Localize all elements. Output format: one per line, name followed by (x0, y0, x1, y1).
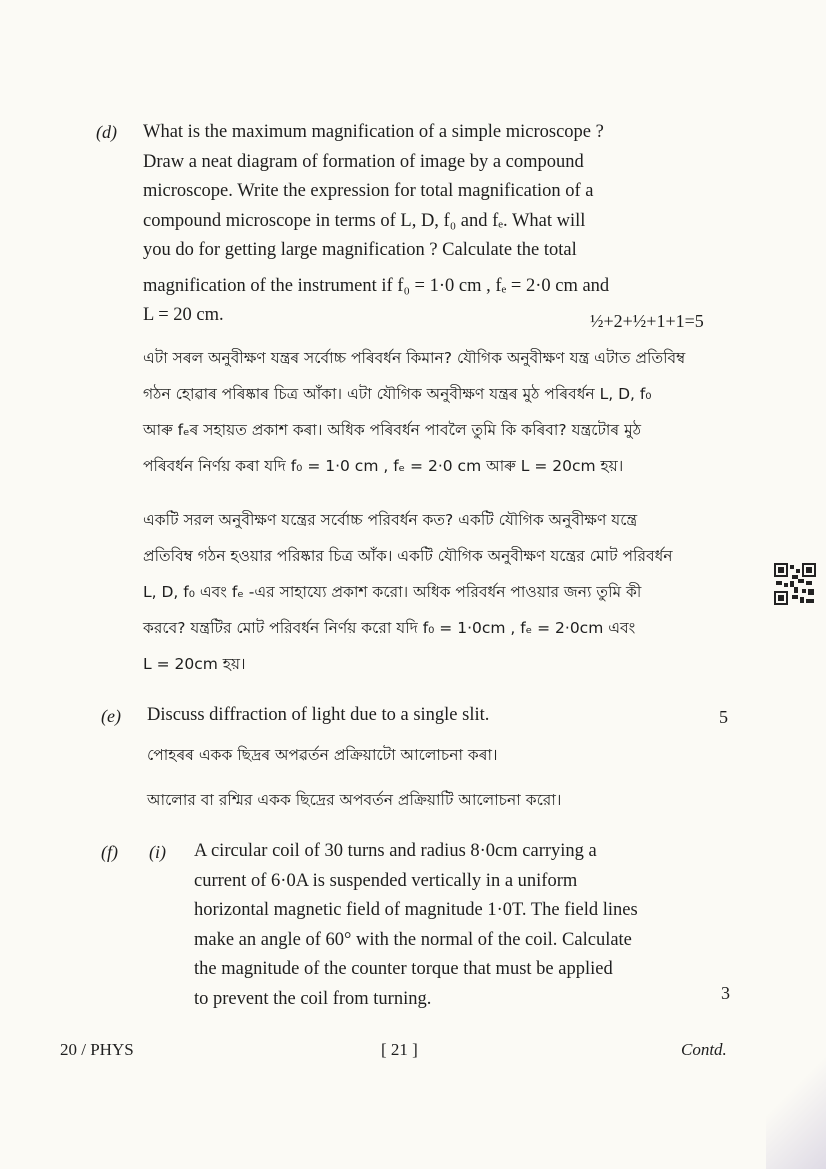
question-d-line-7: L = 20 cm. (143, 305, 224, 325)
question-d-assamese-line-1: এটা সৰল অনুবীক্ষণ যন্ত্ৰৰ সৰ্বোচ্চ পৰিবৰ্ধন কিমান? যৌগিক অনুবীক্ষণ যন্ত্ৰ এটাত প্ৰতিবিম্ব (143, 349, 686, 367)
question-d-assamese-line-3: আৰু fₑৰ সহায়ত প্ৰকাশ কৰা। অধিক পৰিবৰ্ধন পাবলৈ তুমি কি কৰিবা? যন্ত্ৰটোৰ মুঠ (143, 421, 641, 439)
question-d-english (143, 118, 731, 331)
question-d-marks: ½+2+½+1+1=5 (590, 311, 704, 331)
question-f-line-1: A circular coil of 30 turns and radius 8·0cm carrying a (194, 841, 597, 861)
footer-page-number: [ 21 ] (381, 1040, 418, 1059)
question-f-label: (f) (101, 842, 118, 862)
footer-paper-code: 20 / PHYS (60, 1040, 134, 1059)
question-d-line-2: Draw a neat diagram of formation of image by a compound (143, 151, 584, 172)
question-f-line-3: horizontal magnetic field of magnitude 1·0T. The field lines (194, 900, 638, 920)
question-f-sub-label: (i) (149, 842, 166, 862)
question-d-line-6: magnification of the instrument if f₀ = 1·0 cm , fₑ = 2·0 cm and (143, 275, 610, 296)
question-f-line-4: make an angle of 60° with the normal of the coil. Calculate (194, 929, 632, 950)
question-d-bengali-line-1: একটি সরল অনুবীক্ষণ যন্ত্রের সর্বোচ্চ পরিবর্ধন কত? একটি যৌগিক অনুবীক্ষণ যন্ত্রে (143, 511, 638, 529)
question-d-bengali-line-3: L, D, f₀ এবং fₑ -এর সাহায্যে প্রকাশ করো। অধিক পরিবর্ধন পাওয়ার জন্য তুমি কী (143, 583, 642, 601)
question-d-label: (d) (96, 122, 117, 142)
qr-code-icon (774, 563, 816, 605)
question-d-line-3: microscope. Write the expression for total magnification of a (143, 181, 594, 201)
question-e-label: (e) (101, 706, 121, 726)
question-d-line-5: you do for getting large magnification ? Calculate the total (143, 240, 577, 260)
question-f-line-5: the magnitude of the counter torque that must be applied (194, 959, 613, 979)
question-f-english (194, 837, 734, 1014)
question-d-assamese (143, 340, 685, 484)
question-d-bengali-line-4: করবে? যন্ত্রটির মোট পরিবর্ধন নির্ণয় করো যদি f₀ = 1·0cm , fₑ = 2·0cm এবং (143, 619, 636, 637)
question-d-assamese-line-2: গঠন হোৱাৰ পৰিষ্কাৰ চিত্ৰ আঁকা। এটা যৌগিক অনুবীক্ষণ যন্ত্ৰৰ মুঠ পৰিবৰ্ধন L, D, f₀ (143, 385, 652, 403)
question-d-line-4: compound microscope in terms of L, D, f₀ and fₑ. What will (143, 210, 586, 231)
question-f-line-2: current of 6·0A is suspended vertically in a uniform (194, 870, 578, 891)
question-e-bengali: আলোর বা রশ্মির একক ছিদ্রের অপবর্তন প্রক্রিয়াটি আলোচনা করো। (147, 791, 562, 809)
question-d-line-1: What is the maximum magnification of a simple microscope ? (143, 122, 604, 142)
question-f-marks: 3 (721, 983, 730, 1003)
question-d-bengali-line-2: প্রতিবিম্ব গঠন হওয়ার পরিষ্কার চিত্র আঁক। একটি যৌগিক অনুবীক্ষণ যন্ত্রের মোট পরিবর্ধন (143, 547, 673, 565)
question-d-bengali-line-5: L = 20cm হয়। (143, 655, 246, 673)
question-f-line-6: to prevent the coil from turning. (194, 988, 432, 1009)
footer-continued: Contd. (681, 1040, 727, 1059)
page-edge-shadow (766, 1039, 826, 1169)
question-e-assamese: পোহৰৰ একক ছিদ্ৰৰ অপৱৰ্তন প্ৰক্ৰিয়াটো আলোচনা কৰা। (147, 746, 498, 764)
question-e-marks: 5 (719, 707, 728, 727)
question-e-english: Discuss diffraction of light due to a single slit. (147, 705, 490, 725)
question-d-bengali (143, 502, 673, 682)
question-d-assamese-line-4: পৰিবৰ্ধন নিৰ্ণয় কৰা যদি f₀ = 1·0 cm , fₑ = 2·0 cm আৰু L = 20cm হয়। (143, 457, 624, 475)
